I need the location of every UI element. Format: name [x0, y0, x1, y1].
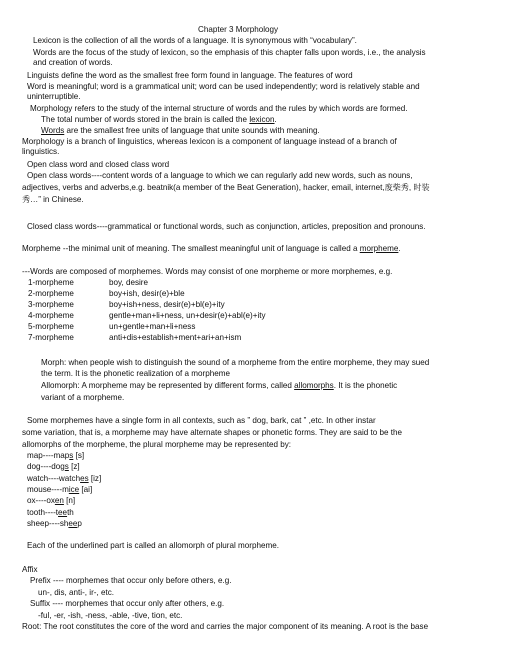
paragraph-plural-intro: allomorphs of the morpheme, the plural morpheme may be represented by: — [22, 440, 292, 449]
plural-underlined-part: ee — [68, 518, 78, 528]
plural-underlined-part: ice — [68, 484, 80, 494]
plural-ipa: [s] — [73, 451, 85, 460]
plural-ipa: [ai] — [79, 484, 93, 494]
plural-allomorph-row — [27, 462, 80, 472]
paragraph-words-focus-cont: and creation of words. — [33, 58, 113, 67]
morpheme-example: gentle+man+li+ness, un+desir(e)+abl(e)+ity — [109, 311, 266, 320]
morpheme-count: 3-morpheme — [28, 300, 74, 309]
paragraph-word-features-cont: uninterruptible. — [27, 92, 81, 101]
plural-underlined-part: s — [64, 462, 69, 472]
prefix-examples: un-, dis, anti-, ir-, etc. — [38, 588, 115, 597]
plural-base: tooth----t — [27, 507, 59, 517]
plural-allomorph-list — [27, 451, 227, 531]
morpheme-underlined: morpheme — [359, 244, 399, 253]
prefix-definition: Prefix ---- morphemes that occur only before others, e.g. — [30, 576, 232, 585]
suffix-definition: Suffix ---- morphemes that occur only after others, e.g. — [30, 599, 225, 608]
plural-underlined-part: ee — [58, 507, 68, 517]
plural-base: ox----ox — [27, 496, 55, 506]
morpheme-example: boy+ish, desir(e)+ble — [109, 289, 185, 298]
paragraph-allomorph-cont: variant of a morpheme. — [41, 393, 125, 402]
paragraph-word-definition: Linguists define the word as the smallest free form found in language. The features of word — [27, 71, 353, 80]
paragraph-open-class-end: 秀…” in Chinese. — [22, 195, 84, 204]
paragraph-closed-class: Closed class words----grammatical or functional words, such as conjunction, articles, preposition and pronouns. — [27, 222, 426, 231]
morpheme-count: 5-morpheme — [28, 322, 74, 331]
plural-base: mouse----m — [27, 484, 69, 494]
paragraph-lexicon: Lexicon is the collection of all the words of a language. It is synonymous with “vocabulary”. — [33, 36, 357, 45]
morpheme-example: boy+ish+ness, desir(e)+bl(e)+ity — [109, 300, 225, 309]
morpheme-count: 4-morpheme — [28, 311, 74, 320]
paragraph-morpheme-def — [22, 244, 401, 254]
words-sentence: are the smallest free units of language that unite sounds with meaning. — [64, 126, 320, 135]
paragraph-single-form: Some morphemes have a single form in all contexts, such as ” dog, bark, cat ” ,etc. In other instar — [27, 416, 376, 425]
plural-ipa: p — [77, 518, 82, 528]
paragraph-word-features: Word is meaningful; word is a grammatical unit; word can be used independently; word is relatively stable and — [27, 82, 420, 91]
morpheme-example: boy, desire — [109, 278, 148, 287]
plural-allomorph-row — [27, 451, 84, 461]
paragraph-underlined-note: Each of the underlined part is called an allomorph of plural morpheme. — [27, 541, 279, 550]
paragraph-allomorph — [41, 381, 397, 391]
paragraph-morphology-branch: Morphology is a branch of linguistics, whereas lexicon is a component of language instead of a branch of — [22, 137, 397, 146]
plural-allomorph-row — [27, 508, 74, 518]
plural-allomorph-row — [27, 496, 75, 506]
allomorph-sentence-end: . It is the phonetic — [333, 381, 398, 390]
plural-ipa: [iz] — [88, 473, 102, 483]
paragraph-morph-cont: the term. It is the phonetic realization of a morpheme — [41, 369, 230, 378]
plural-base: sheep----sh — [27, 518, 69, 528]
page-title: Chapter 3 Morphology — [198, 25, 279, 34]
plural-underlined-part: en — [54, 496, 64, 506]
paragraph-words-focus: Words are the focus of the study of lexicon, so the emphasis of this chapter falls upon words, i.e., the analysis — [33, 48, 426, 57]
paragraph-variation: some variation, that is, a morpheme may have alternate shapes or phonetic forms. They are said to be the — [22, 428, 403, 437]
lexicon-period: . — [274, 115, 277, 124]
morpheme-sentence: Morpheme --the minimal unit of meaning. The smallest meaningful unit of language is called a — [22, 244, 360, 253]
allomorphs-underlined: allomorphs — [294, 381, 334, 390]
paragraph-morphology-branch-cont: linguistics. — [22, 147, 60, 156]
plural-ipa: th — [67, 507, 74, 517]
paragraph-open-class-cont: adjectives, verbs and adverbs,e.g. beatnik(a member of the Beat Generation), hacker, email, internet,废柴秀, 时装 — [22, 183, 430, 192]
heading-affix: Affix — [22, 565, 38, 574]
plural-base: map----map — [27, 451, 70, 460]
paragraph-morphology: Morphology refers to the study of the internal structure of words and the rules by which words are formed. — [30, 104, 408, 113]
suffix-examples: -ful, -er, -ish, -ness, -able, -tive, tion, etc. — [38, 611, 183, 620]
plural-ipa: [z] — [68, 462, 80, 472]
paragraph-morph: Morph: when people wish to distinguish the sound of a morpheme from the entire morpheme, they may sued — [41, 358, 430, 367]
plural-allomorph-row — [27, 485, 92, 495]
morpheme-count: 1-morpheme — [28, 278, 74, 287]
lexicon-sentence: The total number of words stored in the brain is called the — [41, 115, 250, 124]
plural-allomorph-row — [27, 474, 101, 484]
morpheme-example: anti+dis+establish+ment+ari+an+ism — [109, 333, 242, 342]
plural-base: dog----dog — [27, 462, 65, 472]
morpheme-example: un+gentle+man+li+ness — [109, 322, 196, 331]
paragraph-words-units — [41, 126, 320, 136]
paragraph-lexicon-brain — [41, 115, 277, 125]
paragraph-open-class: Open class words----content words of a language to which we can regularly add new words, such as nouns, — [27, 171, 413, 180]
allomorph-sentence: Allomorph: A morpheme may be represented by different forms, called — [41, 381, 295, 390]
paragraph-root: Root: The root constitutes the core of the word and carries the major component of its meaning. A root is the base — [22, 622, 429, 631]
heading-open-closed: Open class word and closed class word — [27, 160, 170, 169]
lexicon-underlined: lexicon — [249, 115, 275, 124]
plural-base: watch----watch — [27, 473, 81, 483]
plural-underlined-part: es — [80, 473, 89, 483]
plural-underlined-part: s — [69, 451, 74, 460]
morpheme-count: 2-morpheme — [28, 289, 74, 298]
morpheme-count: 7-morpheme — [28, 333, 74, 342]
paragraph-composed: ---Words are composed of morphemes. Words may consist of one morpheme or more morphemes, e.g. — [22, 267, 393, 276]
plural-ipa: [n] — [63, 496, 76, 506]
morpheme-count-list — [28, 278, 448, 344]
words-underlined: Words — [41, 126, 65, 135]
morpheme-period: . — [398, 244, 401, 253]
plural-allomorph-row — [27, 519, 82, 529]
